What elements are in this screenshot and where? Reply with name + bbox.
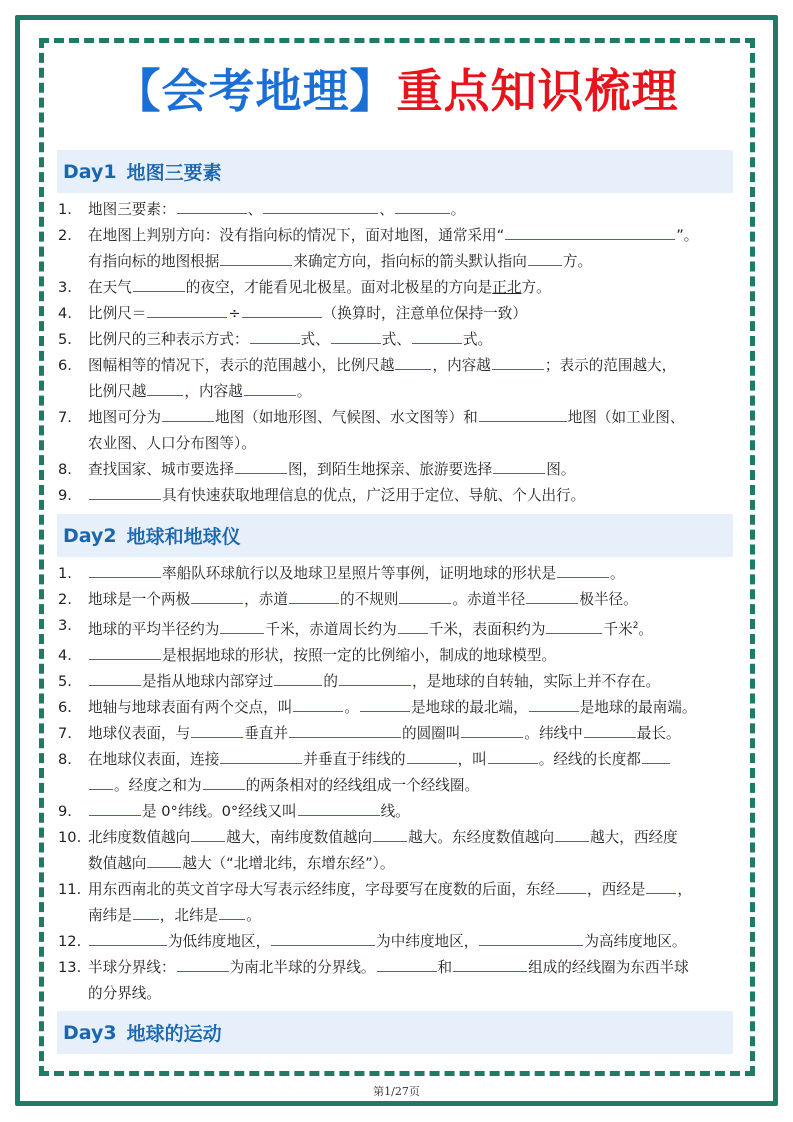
fill-blank[interactable] <box>263 197 378 214</box>
item-text: 查找国家、城市要选择 图，到陌生地探亲、旅游要选择 图。 <box>88 457 736 483</box>
item-number: 7. <box>58 725 72 742</box>
fill-blank[interactable] <box>89 669 141 686</box>
item-number: 6. <box>58 699 72 716</box>
item-text: 地图三要素： 、 、 。 <box>88 197 736 223</box>
fill-blank[interactable] <box>203 773 245 790</box>
fill-blank[interactable] <box>162 405 214 422</box>
fill-blank[interactable] <box>557 561 609 578</box>
item-number: 11. <box>58 881 82 898</box>
fill-blank[interactable] <box>177 197 247 214</box>
fill-blank[interactable] <box>479 929 583 946</box>
fill-blank[interactable] <box>546 617 602 634</box>
fill-blank[interactable] <box>646 877 676 894</box>
list-item <box>58 721 736 747</box>
fill-blank[interactable] <box>191 825 225 842</box>
list-item <box>58 353 736 405</box>
list-item <box>58 587 736 613</box>
item-number: 4. <box>58 305 72 322</box>
fill-blank[interactable] <box>453 955 527 972</box>
fill-blank[interactable] <box>89 773 113 790</box>
fill-blank[interactable] <box>584 721 636 738</box>
fill-blank[interactable] <box>395 197 450 214</box>
fill-blank[interactable] <box>461 721 523 738</box>
fill-blank[interactable] <box>133 275 185 292</box>
list-item <box>58 825 736 877</box>
fill-blank[interactable] <box>407 747 457 764</box>
list-item <box>58 223 736 275</box>
item-text: 地球仪表面，与 垂直并 的圆圈叫 。纬线中 最长。 <box>88 721 736 747</box>
item-text: 图幅相等的情况下，表示的范围越小，比例尺越 ，内容越 ；表示的范围越大， 比例尺越 ，内容越 。 <box>88 353 736 405</box>
item-text: 具有快速获取地理信息的优点，广泛用于定位、导航、个人出行。 <box>88 483 736 509</box>
fill-blank[interactable] <box>89 561 161 578</box>
list-item <box>58 643 736 669</box>
fill-blank[interactable] <box>339 669 411 686</box>
item-number: 4. <box>58 647 72 664</box>
fill-blank[interactable] <box>373 825 407 842</box>
fill-blank[interactable] <box>398 617 428 634</box>
item-text: 地图可分为 地图（如地形图、气候图、水文图等）和 地图（如工业图、 农业图、人口分布图等）。 <box>88 405 736 457</box>
fill-blank[interactable] <box>220 747 302 764</box>
fill-blank[interactable] <box>271 929 375 946</box>
item-number: 7. <box>58 409 72 426</box>
item-number: 2. <box>58 227 72 244</box>
item-text: 在地球仪表面，连接 并垂直于纬线的 ，叫 。经线的长度都 。经度之和为 的两条相对的经线组成一个经线圈。 <box>88 747 736 799</box>
item-text: 是 0°纬线。0°经线又叫 线。 <box>88 799 736 825</box>
fill-blank[interactable] <box>147 851 181 868</box>
list-item <box>58 669 736 695</box>
fill-blank[interactable] <box>479 405 567 422</box>
list-item <box>58 877 736 929</box>
item-text: 为低纬度地区， 为中纬度地区， 为高纬度地区。 <box>88 929 736 955</box>
fill-blank[interactable] <box>526 587 578 604</box>
item-number: 10. <box>58 829 82 846</box>
list-item <box>58 955 736 1007</box>
item-number: 3. <box>58 617 72 634</box>
list-item <box>58 301 736 327</box>
day2-list <box>58 561 736 1007</box>
fill-blank[interactable] <box>488 747 538 764</box>
fill-blank[interactable] <box>289 721 401 738</box>
fill-blank[interactable] <box>505 223 675 240</box>
item-number: 3. <box>58 279 72 296</box>
fill-blank[interactable] <box>244 379 296 396</box>
day1-heading <box>57 150 733 193</box>
fill-blank[interactable] <box>250 327 300 344</box>
item-text: 半球分界线： 为南北半球的分界线。 和 组成的经线圈为东西半球 的分界线。 <box>88 955 736 1007</box>
fill-blank[interactable] <box>377 955 437 972</box>
fill-blank[interactable] <box>191 587 243 604</box>
item-text: 比例尺的三种表示方式： 式、 式、 式。 <box>88 327 736 353</box>
page-number: 第1/27页 <box>373 1085 420 1098</box>
fill-blank[interactable] <box>89 929 167 946</box>
day-topic: 地图三要素 <box>126 162 222 184</box>
fill-blank[interactable] <box>395 353 431 370</box>
item-number: 9. <box>58 803 72 820</box>
fill-blank[interactable] <box>556 877 586 894</box>
item-number: 6. <box>58 357 72 374</box>
item-text: 北纬度数值越向 越大，南纬度数值越向 越大。东经度数值越向 越大，西经度 数值越向 越大（“北增北纬，东增东经”）。 <box>88 825 736 877</box>
list-item <box>58 483 736 509</box>
fill-blank[interactable] <box>133 903 159 920</box>
item-text: 用东西南北的英文首字母大写表示经纬度，字母要写在度数的后面，东经 ，西经是 ， 南纬是 ，北纬是 。 <box>88 877 736 929</box>
list-item <box>58 561 736 587</box>
item-text: 地球的平均半径约为 千米，赤道周长约为 千米，表面积约为 千米$^2$。 <box>88 613 736 643</box>
list-item <box>58 747 736 799</box>
fill-blank[interactable] <box>147 301 227 318</box>
list-item <box>58 405 736 457</box>
list-item <box>58 275 736 301</box>
fill-blank[interactable] <box>492 353 544 370</box>
day-topic: 地球和地球仪 <box>126 526 241 548</box>
fill-blank[interactable] <box>529 695 579 712</box>
list-item <box>58 327 736 353</box>
fill-blank[interactable] <box>298 799 380 816</box>
fill-blank[interactable] <box>242 301 322 318</box>
item-number: 1. <box>58 565 72 582</box>
day-topic: 地球的运动 <box>126 1023 222 1045</box>
fill-blank[interactable] <box>293 695 343 712</box>
title-part-2: 重点知识梳理 <box>396 64 679 118</box>
fill-blank[interactable] <box>89 799 141 816</box>
page-title <box>0 55 793 121</box>
fill-blank[interactable] <box>220 249 292 266</box>
item-number: 12. <box>58 933 82 950</box>
item-text: 在地图上判别方向：没有指向标的情况下，面对地图，通常采用“ ”。 有指向标的地图根据 来确定方向，指向标的箭头默认指向 方。 <box>88 223 736 275</box>
fill-blank[interactable] <box>642 747 670 764</box>
day-number: Day3 <box>63 1021 117 1044</box>
item-text: 在天气 的夜空，才能看见北极星。面对北极星的方向是正北方。 <box>88 275 736 301</box>
fill-blank[interactable] <box>412 327 462 344</box>
item-text: 率船队环球航行以及地球卫星照片等事例，证明地球的形状是 。 <box>88 561 736 587</box>
list-item <box>58 197 736 223</box>
fill-blank[interactable] <box>177 955 229 972</box>
fill-blank[interactable] <box>493 457 545 474</box>
item-text: 比例尺＝ ÷ （换算时，注意单位保持一致） <box>88 301 736 327</box>
item-number: 8. <box>58 461 72 478</box>
item-number: 5. <box>58 331 72 348</box>
day-number: Day1 <box>63 160 117 183</box>
list-item <box>58 799 736 825</box>
day2-heading <box>57 514 733 557</box>
fill-blank[interactable] <box>89 643 161 660</box>
list-item <box>58 929 736 955</box>
day-number: Day2 <box>63 524 117 547</box>
item-number: 2. <box>58 591 72 608</box>
fill-blank[interactable] <box>274 669 322 686</box>
item-number: 8. <box>58 751 72 768</box>
title-part-1: 【会考地理】 <box>114 64 397 118</box>
fill-blank[interactable] <box>331 327 381 344</box>
item-text: 地球是一个两极 ，赤道 的不规则 。赤道半径 极半径。 <box>88 587 736 613</box>
day3-heading <box>57 1011 733 1054</box>
item-text: 地轴与地球表面有两个交点，叫 。 是地球的最北端， 是地球的最南端。 <box>88 695 736 721</box>
fill-blank[interactable] <box>147 379 183 396</box>
list-item <box>58 695 736 721</box>
fill-blank[interactable] <box>289 587 339 604</box>
fill-blank[interactable] <box>89 483 161 500</box>
day1-list <box>58 197 736 509</box>
item-number: 13. <box>58 959 82 976</box>
item-text: 是指从地球内部穿过 的 ，是地球的自转轴，实际上并不存在。 <box>88 669 736 695</box>
fill-blank[interactable] <box>235 457 287 474</box>
item-number: 1. <box>58 201 72 218</box>
list-item <box>58 613 736 643</box>
fill-blank[interactable] <box>528 249 562 266</box>
fill-blank[interactable] <box>191 721 243 738</box>
list-item <box>58 457 736 483</box>
fill-blank[interactable] <box>220 617 264 634</box>
item-number: 5. <box>58 673 72 690</box>
fill-blank[interactable] <box>219 903 245 920</box>
fill-blank[interactable] <box>360 695 410 712</box>
fill-blank[interactable] <box>399 587 451 604</box>
item-text: 是根据地球的形状，按照一定的比例缩小，制成的地球模型。 <box>88 643 736 669</box>
item-number: 9. <box>58 487 72 504</box>
fill-blank[interactable] <box>555 825 589 842</box>
